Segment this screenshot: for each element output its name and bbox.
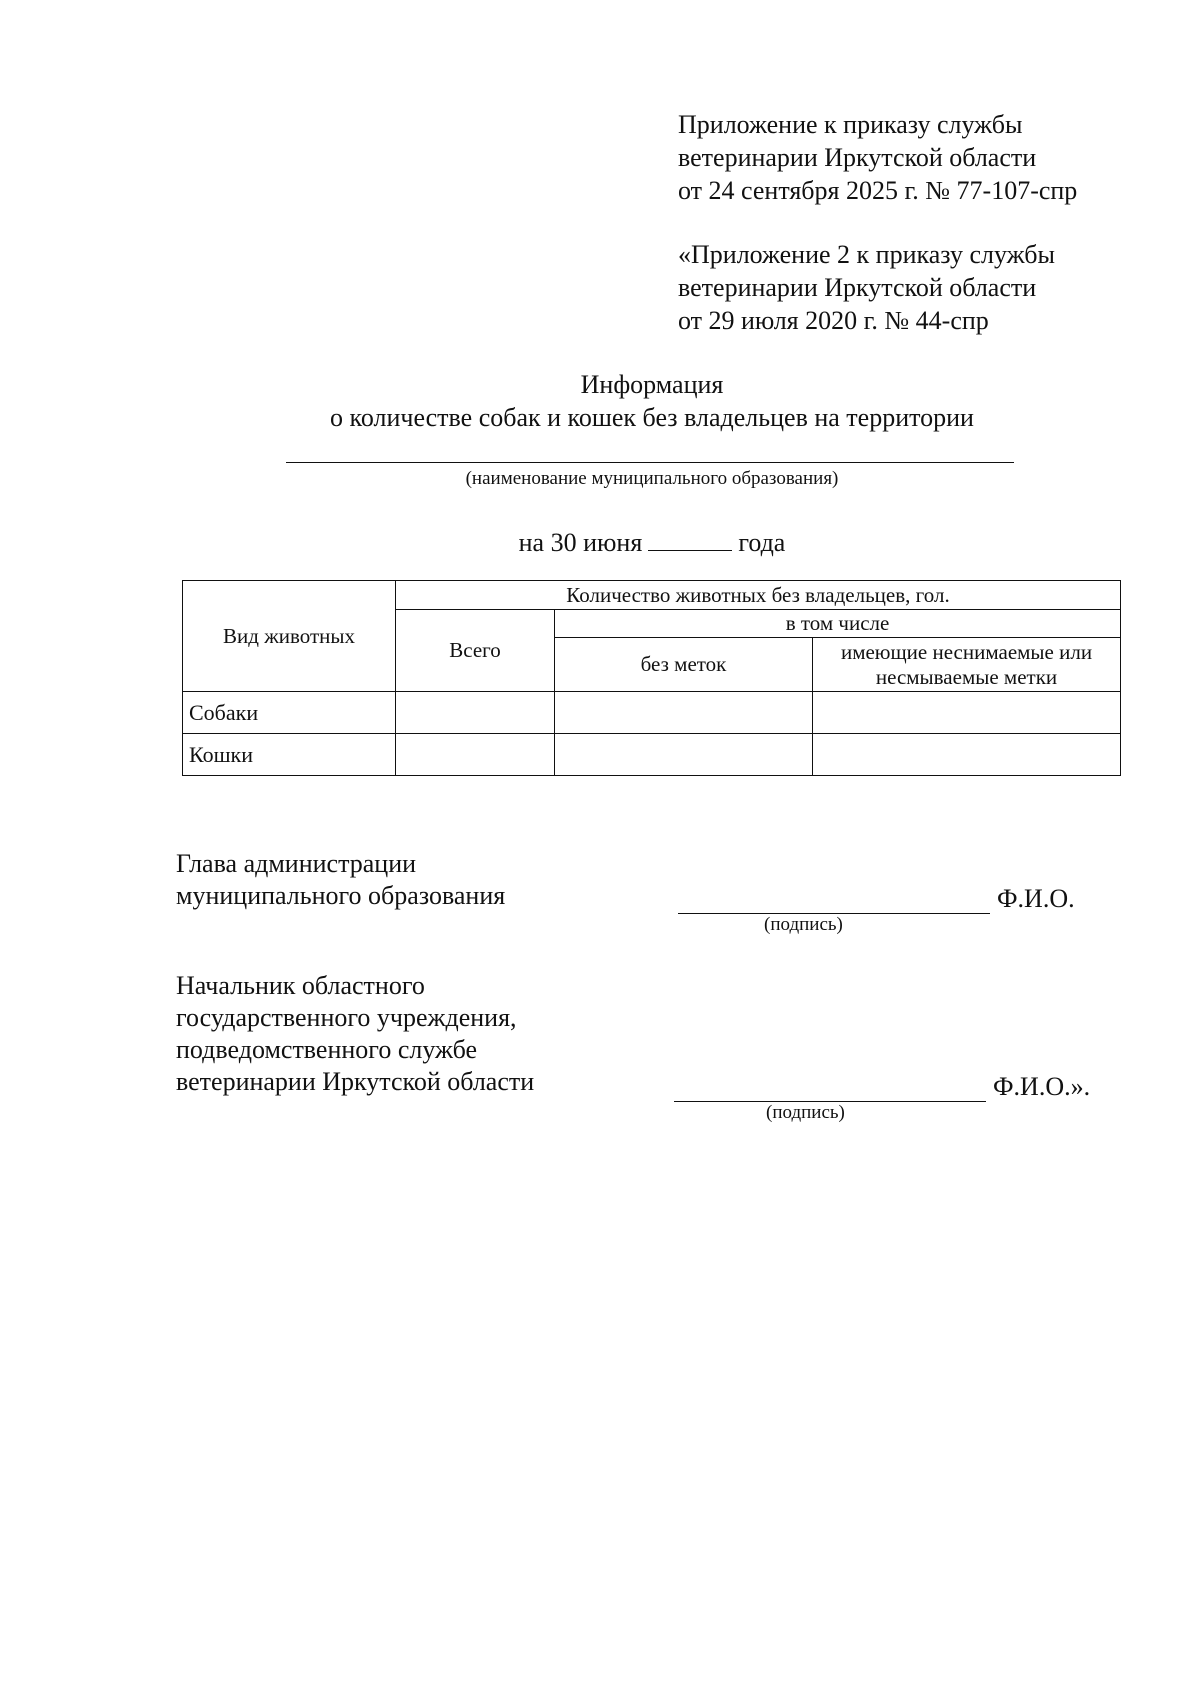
cell-species: Собаки bbox=[183, 692, 396, 734]
header-species: Вид животных bbox=[183, 581, 396, 692]
signatory-2-fio: Ф.И.О.». bbox=[993, 1072, 1091, 1101]
signatory-position-line: Глава администрации bbox=[176, 849, 417, 878]
table-header-row bbox=[183, 581, 1121, 610]
header-with-tags: имеющие неснимаемые или несмываемые метки bbox=[813, 638, 1121, 692]
annex-header-line: ветеринарии Иркутской области bbox=[678, 143, 1037, 172]
header-total: Всего bbox=[396, 610, 555, 692]
signatory-position-line: ветеринарии Иркутской области bbox=[176, 1067, 535, 1096]
cell-total[interactable] bbox=[396, 692, 555, 734]
cell-total[interactable] bbox=[396, 734, 555, 776]
animals-count-table bbox=[182, 580, 1121, 776]
annex-header-line: Приложение к приказу службы bbox=[678, 110, 1023, 139]
cell-with-tags[interactable] bbox=[813, 734, 1121, 776]
signatory-position-line: муниципального образования bbox=[176, 881, 506, 910]
annex-header-original bbox=[678, 238, 1055, 337]
header-no-tags: без меток bbox=[555, 638, 813, 692]
municipality-caption: (наименование муниципального образования) bbox=[465, 468, 839, 489]
cell-species: Кошки bbox=[183, 734, 396, 776]
signatory-position-line: Начальник областного bbox=[176, 971, 425, 1000]
date-suffix: года bbox=[738, 528, 786, 557]
signatory-1-position bbox=[176, 848, 505, 912]
annex-header-line: от 29 июля 2020 г. № 44-спр bbox=[678, 306, 989, 335]
header-count-group: Количество животных без владельцев, гол. bbox=[396, 581, 1121, 610]
document-title: Информация bbox=[580, 370, 724, 399]
date-prefix: на 30 июня bbox=[518, 528, 643, 557]
report-date-line bbox=[52, 528, 1200, 558]
signatory-1-fio: Ф.И.О. bbox=[997, 884, 1075, 913]
cell-with-tags[interactable] bbox=[813, 692, 1121, 734]
header-including: в том числе bbox=[555, 610, 1121, 638]
annex-header-line: «Приложение 2 к приказу службы bbox=[678, 240, 1055, 269]
document-subtitle: о количестве собак и кошек без владельцев на территории bbox=[330, 403, 974, 432]
cell-no-tags[interactable] bbox=[555, 692, 813, 734]
annex-header-current bbox=[678, 108, 1077, 207]
table-row bbox=[183, 692, 1121, 734]
signatory-position-line: государственного учреждения, bbox=[176, 1003, 517, 1032]
signature-1-caption: (подпись) bbox=[764, 914, 843, 935]
municipality-name-blank bbox=[286, 462, 1014, 463]
signature-2-caption: (подпись) bbox=[766, 1102, 845, 1123]
annex-header-line: от 24 сентября 2025 г. № 77-107-спр bbox=[678, 176, 1078, 205]
cell-no-tags[interactable] bbox=[555, 734, 813, 776]
year-blank bbox=[648, 530, 732, 551]
signatory-position-line: подведомственного службе bbox=[176, 1035, 478, 1064]
table-row bbox=[183, 734, 1121, 776]
signatory-2-position bbox=[176, 970, 534, 1098]
annex-header-line: ветеринарии Иркутской области bbox=[678, 273, 1037, 302]
